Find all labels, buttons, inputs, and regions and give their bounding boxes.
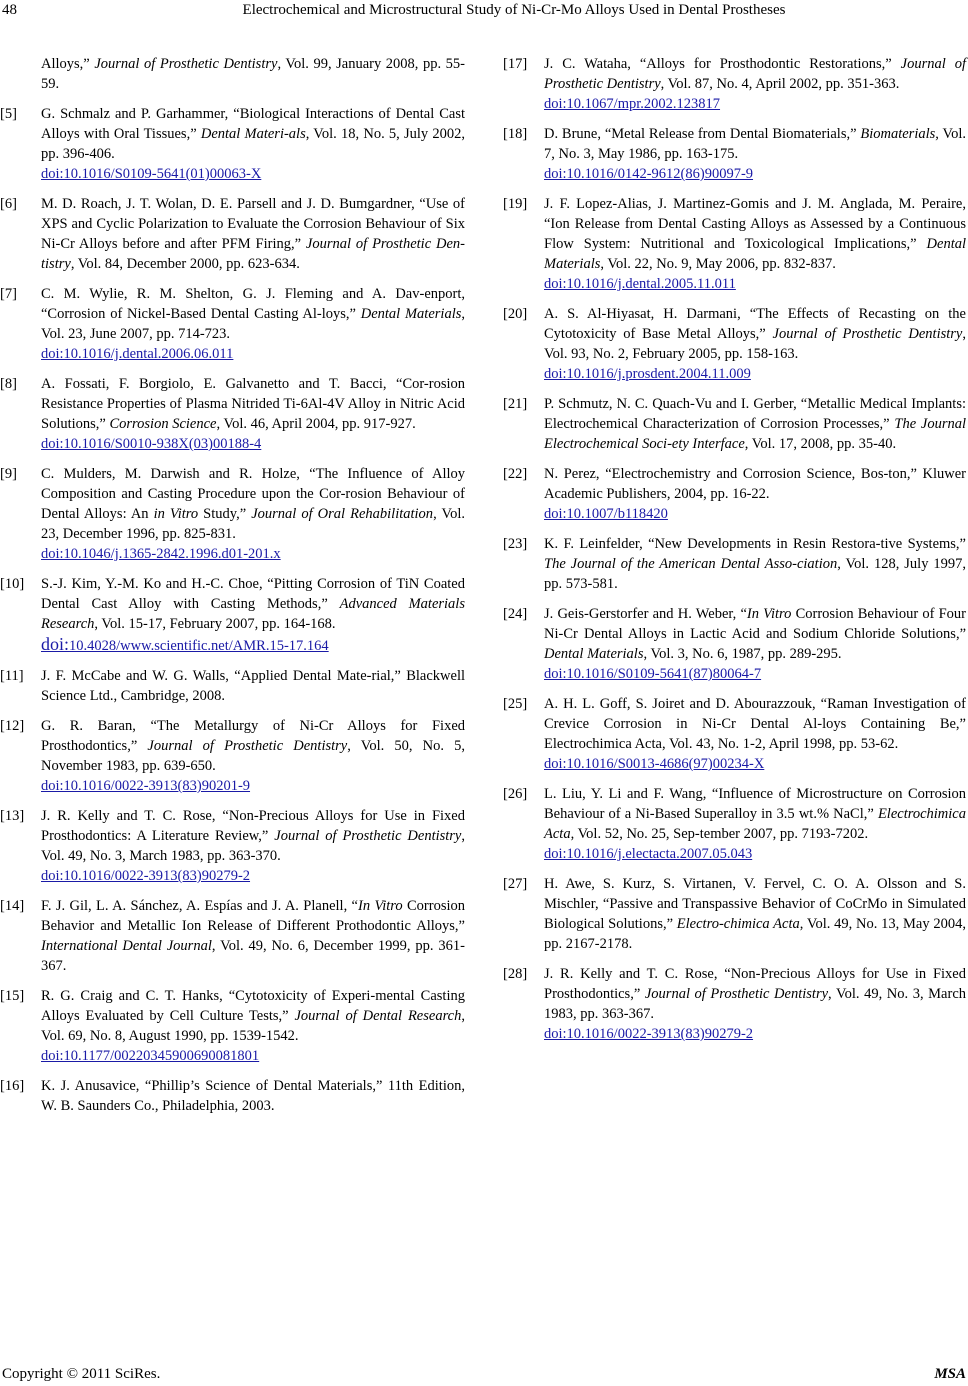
reference-number: [18] [503,126,528,142]
doi-link[interactable] [41,434,465,454]
page-number: 48 [2,2,17,18]
reference-number: [6] [0,196,17,212]
doi-link[interactable] [544,754,966,774]
doi-link[interactable] [41,634,465,656]
reference-text: , Vol. 46, April 2004, pp. 917-927. [216,416,416,432]
reference-source-title: The Journal of the American Dental Asso-ciation [544,556,838,572]
doi-link[interactable] [41,1046,465,1066]
doi-text: doi:10.1016/j.dental.2006.06.011 [41,346,234,362]
reference-text: , Vol. 93, No. 2, February 2005, pp. 158-163. [544,326,966,362]
doi-prefix: doi: [41,634,70,654]
reference-source-title: Dental Materials [544,646,644,662]
doi-text: doi:10.1016/j.electacta.2007.05.043 [544,846,753,862]
reference-item [0,374,465,454]
doi-link[interactable] [544,504,966,524]
reference-text: Corrosion Behavior and Metallic Ion Release of Different Prothodontic Alloys,” [41,898,466,934]
reference-item [0,986,465,1066]
reference-source-title: Journal of Prosthetic Dentistry [772,326,963,342]
reference-text: A. H. L. Goff, S. Joiret and D. Abourazzouk, “Raman Investigation of Crevice Corrosion in Ni-Cr Dental Al-loys Containing Be,” Electrochimica Acta, Vol. 43, No. 1-2, April 1998, pp. 53-62. [544,696,966,752]
doi-text: doi:10.1016/j.dental.2005.11.011 [544,276,736,292]
reference-source-title: in Vitro [153,506,199,522]
reference-source-title: Journal of Prosthetic Dentistry [544,56,966,92]
reference-number: [12] [0,718,25,734]
reference-text: L. Liu, Y. Li and F. Wang, “Influence of Microstructure on Corrosion Behaviour of a Ni-Based Superalloy in 3.5 wt.% NaCl,” [544,786,966,822]
reference-source-title: Journal of Prosthetic Dentistry [274,828,462,844]
reference-source-title: Journal of Prosthetic Dentistry [147,738,348,754]
doi-text: doi:10.1016/j.prosdent.2004.11.009 [544,366,751,382]
reference-text: , Vol. 128, July 1997, pp. 573-581. [544,556,966,592]
reference-text: J. Geis-Gerstorfer and H. Weber, “ [544,606,747,622]
reference-source-title: Journal of Prosthetic Den-tistry [41,236,465,272]
doi-text: doi:10.1067/mpr.2002.123817 [544,96,721,112]
reference-source-title: In Vitro [358,898,403,914]
reference-item [0,54,465,94]
reference-text: , Vol. 23, December 1996, pp. 825-831. [41,506,465,542]
reference-number: [15] [0,988,25,1004]
reference-text: , Vol. 17, 2008, pp. 35-40. [744,436,897,452]
reference-text: J. R. Kelly and T. C. Rose, “Non-Precious Alloys for Use in Fixed Prosthodontics,” [544,966,966,1002]
reference-source-title: The Journal Electrochemical Soci-ety Interface [544,416,967,452]
copyright-notice: Copyright © 2011 SciRes. [2,1366,161,1382]
reference-number: [5] [0,106,17,122]
reference-text: , Vol. 18, No. 5, July 2002, pp. 396-406. [41,126,465,162]
reference-number: [8] [0,376,17,392]
reference-text: H. Awe, S. Kurz, S. Virtanen, V. Fervel, C. O. A. Olsson and S. Mischler, “Passive and Transpassive Behavior of CoCrMo in Simulated Biological Solutions,” [544,876,966,932]
reference-number: [23] [503,536,528,552]
reference-text: R. G. Craig and C. T. Hanks, “Cytotoxicity of Experi-mental Casting Alloys Evaluated by Cell Culture Tests,” [41,988,465,1024]
reference-item [503,784,966,864]
reference-text: C. Mulders, M. Darwish and R. Holze, “The Influence of Alloy Composition and Casting Procedure upon the Cor-rosion Behaviour of Dental Alloys: An [41,466,465,522]
reference-item [0,1076,465,1116]
doi-link[interactable] [544,94,966,114]
doi-link[interactable] [41,544,465,564]
reference-text: A. Fossati, F. Borgiolo, E. Galvanetto and T. Bacci, “Cor-rosion Resistance Properties of Plasma Nitrided Ti-6Al-4V Alloy in Nitric Acid Solutions,” [41,376,465,432]
reference-text: , Vol. 50, No. 5, November 1983, pp. 639-650. [41,738,465,774]
reference-text: , Vol. 15-17, February 2007, pp. 164-168. [94,616,336,632]
reference-item [503,394,966,454]
doi-link[interactable] [544,664,966,684]
doi-text: doi:10.1016/S0109-5641(01)00063-X [41,166,262,182]
reference-number: [26] [503,786,528,802]
reference-item [0,716,465,796]
reference-number: [10] [0,576,25,592]
reference-text: , Vol. 52, No. 25, Sep-tember 2007, pp. 7193-7202. [570,826,869,842]
reference-text: , Vol. 99, January 2008, pp. 55-59. [41,56,466,92]
reference-item [503,534,966,594]
doi-text: doi:10.1016/S0010-938X(03)00188-4 [41,436,262,452]
reference-number: [7] [0,286,17,302]
reference-number: [19] [503,196,528,212]
doi-text: doi:10.1046/j.1365-2842.1996.d01-201.x [41,546,281,562]
reference-source-title: Dental Materials [360,306,462,322]
doi-text: doi:10.1177/00220345900690081801 [41,1048,260,1064]
reference-item [503,604,966,684]
reference-text: G. R. Baran, “The Metallurgy of Ni-Cr Alloys for Fixed Prosthodontics,” [41,718,465,754]
reference-source-title: Dental Materi-als [200,126,306,142]
reference-number: [9] [0,466,17,482]
reference-source-title: Journal of Dental Research [294,1008,462,1024]
doi-text: doi:10.1016/S0013-4686(97)00234-X [544,756,765,772]
reference-source-title: Electro-chimica Acta [676,916,800,932]
reference-number: [24] [503,606,528,622]
doi-link[interactable] [544,1024,966,1044]
reference-number: [16] [0,1078,25,1094]
reference-text: C. M. Wylie, R. M. Shelton, G. J. Fleming and A. Dav-enport, “Corrosion of Nickel-Based Dental Casting Al-loys,” [41,286,465,322]
reference-item [503,54,966,114]
reference-item [503,464,966,524]
doi-text: doi:10.1016/0022-3913(83)90279-2 [544,1026,754,1042]
reference-source-title: Corrosion Science [109,416,217,432]
reference-text: , Vol. 7, No. 3, May 1986, pp. 163-175. [544,126,966,162]
page-header [0,0,968,28]
reference-item [503,694,966,774]
doi-text: doi:10.1016/0022-3913(83)90201-9 [41,778,251,794]
doi-link[interactable] [41,776,465,796]
doi-text: 10.4028/www.scientific.net/AMR.15-17.164 [69,638,329,654]
doi-link[interactable] [41,344,465,364]
journal-abbreviation: MSA [934,1366,966,1382]
doi-link[interactable] [544,274,966,294]
reference-text: , Vol. 69, No. 8, August 1990, pp. 1539-1542. [41,1008,465,1044]
reference-item [0,806,465,886]
reference-number: [13] [0,808,25,824]
reference-text: , Vol. 49, No. 13, May 2004, pp. 2167-2178. [544,916,967,952]
reference-text: D. Brune, “Metal Release from Dental Biomaterials,” [544,126,861,142]
reference-item [0,194,465,274]
reference-item [503,124,966,184]
reference-source-title: In Vitro [746,606,792,622]
reference-number: [20] [503,306,528,322]
reference-text: K. F. Leinfelder, “New Developments in Resin Restora-tive Systems,” [544,536,966,552]
doi-link[interactable] [41,866,465,886]
reference-source-title: Journal of Prosthetic Dentistry [94,56,278,72]
reference-text: , Vol. 22, No. 9, May 2006, pp. 832-837. [600,256,836,272]
doi-text: doi:10.1016/S0109-5641(87)80064-7 [544,666,762,682]
reference-number: [14] [0,898,25,914]
doi-link[interactable] [41,164,465,184]
reference-item [0,464,465,564]
doi-link[interactable] [544,164,966,184]
reference-text: J. R. Kelly and T. C. Rose, “Non-Precious Alloys for Use in Fixed Prosthodontics: A Literature Review,” [41,808,465,844]
reference-text: G. Schmalz and P. Garhammer, “Biological Interactions of Dental Cast Alloys with Oral Tissues,” [41,106,465,142]
reference-text: M. D. Roach, J. T. Wolan, D. E. Parsell and J. D. Bumgardner, “Use of XPS and Cyclic Polarization to Evaluate the Corrosion Behaviour of Six Ni-Cr Alloys before and after PFM Firing,” [41,196,465,252]
reference-number: [25] [503,696,528,712]
reference-source-title: Advanced Materials Research [41,596,465,632]
reference-text: K. J. Anusavice, “Phillip’s Science of Dental Materials,” 11th Edition, W. B. Saunders Co., Philadelphia, 2003. [41,1078,465,1114]
reference-text: , Vol. 49, No. 3, March 1983, pp. 363-367. [544,986,967,1022]
references-right-column [503,54,966,1054]
doi-text: doi:10.1016/0142-9612(86)90097-9 [544,166,754,182]
reference-text: , Vol. 84, December 2000, pp. 623-634. [70,256,300,272]
reference-item [503,194,966,294]
reference-text: , Vol. 49, No. 3, March 1983, pp. 363-370. [41,828,465,864]
reference-text: Study,” [198,506,252,522]
reference-source-title: Journal of Prosthetic Dentistry [644,986,829,1002]
reference-text: F. J. Gil, L. A. Sánchez, A. Espías and J. A. Planell, “ [41,898,358,914]
reference-text: J. F. Lopez-Alias, J. Martinez-Gomis and J. M. Anglada, M. Peraire, “Ion Release from Dental Casting Alloys as Assessed by a Continuous Flow System: Nutritional and Toxicological Implications,” [544,196,966,252]
reference-item [503,874,966,954]
references-left-column [0,54,465,1126]
reference-item [0,896,465,976]
reference-number: [11] [0,668,24,684]
reference-text: , Vol. 3, No. 6, 1987, pp. 289-295. [643,646,842,662]
reference-source-title: Dental Materials [544,236,966,272]
reference-item [503,304,966,384]
reference-text: Alloys,” [41,56,95,72]
reference-number: [22] [503,466,528,482]
reference-text: J. C. Wataha, “Alloys for Prosthodontic Restorations,” [544,56,901,72]
reference-item [503,964,966,1044]
reference-source-title: Biomaterials [860,126,936,142]
reference-text: J. F. McCabe and W. G. Walls, “Applied Dental Mate-rial,” Blackwell Science Ltd., Cambridge, 2008. [41,668,465,704]
reference-number: [21] [503,396,528,412]
reference-source-title: Electrochimica Acta [544,806,966,842]
reference-item [0,284,465,364]
reference-item [0,104,465,184]
reference-text: , Vol. 87, No. 4, April 2002, pp. 351-363. [660,76,900,92]
doi-text: doi:10.1016/0022-3913(83)90279-2 [41,868,251,884]
running-title: Electrochemical and Microstructural Study of Ni-Cr-Mo Alloys Used in Dental Prostheses [242,2,786,18]
reference-text: S.-J. Kim, Y.-M. Ko and H.-C. Choe, “Pitting Corrosion of TiN Coated Dental Cast Alloy with Casting Methods,” [41,576,465,612]
reference-text: A. S. Al-Hiyasat, H. Darmani, “The Effects of Recasting on the Cytotoxicity of Base Metal Alloys,” [544,306,966,342]
reference-source-title: International Dental Journal [41,938,212,954]
reference-source-title: Journal of Oral Rehabilitation [251,506,434,522]
doi-link[interactable] [544,844,966,864]
reference-text: Corrosion Behaviour of Four Ni-Cr Dental Alloys in Lactic Acid and Sodium Chloride Solutions,” [544,606,967,642]
reference-item [0,666,465,706]
reference-number: [28] [503,966,528,982]
reference-text: , Vol. 49, No. 6, December 1999, pp. 361-367. [41,938,466,974]
reference-text: N. Perez, “Electrochemistry and Corrosion Science, Bos-ton,” Kluwer Academic Publishers, 2004, pp. 16-22. [544,466,966,502]
reference-item [0,574,465,656]
reference-text: , Vol. 23, June 2007, pp. 714-723. [41,306,465,342]
doi-link[interactable] [544,364,966,384]
reference-number: [17] [503,56,528,72]
page-footer [0,1366,968,1386]
doi-text: doi:10.1007/b118420 [544,506,668,522]
reference-number: [27] [503,876,528,892]
reference-text: P. Schmutz, N. C. Quach-Vu and I. Gerber, “Metallic Medical Implants: Electrochemical Characterization of Corrosion Processes,” [544,396,966,432]
